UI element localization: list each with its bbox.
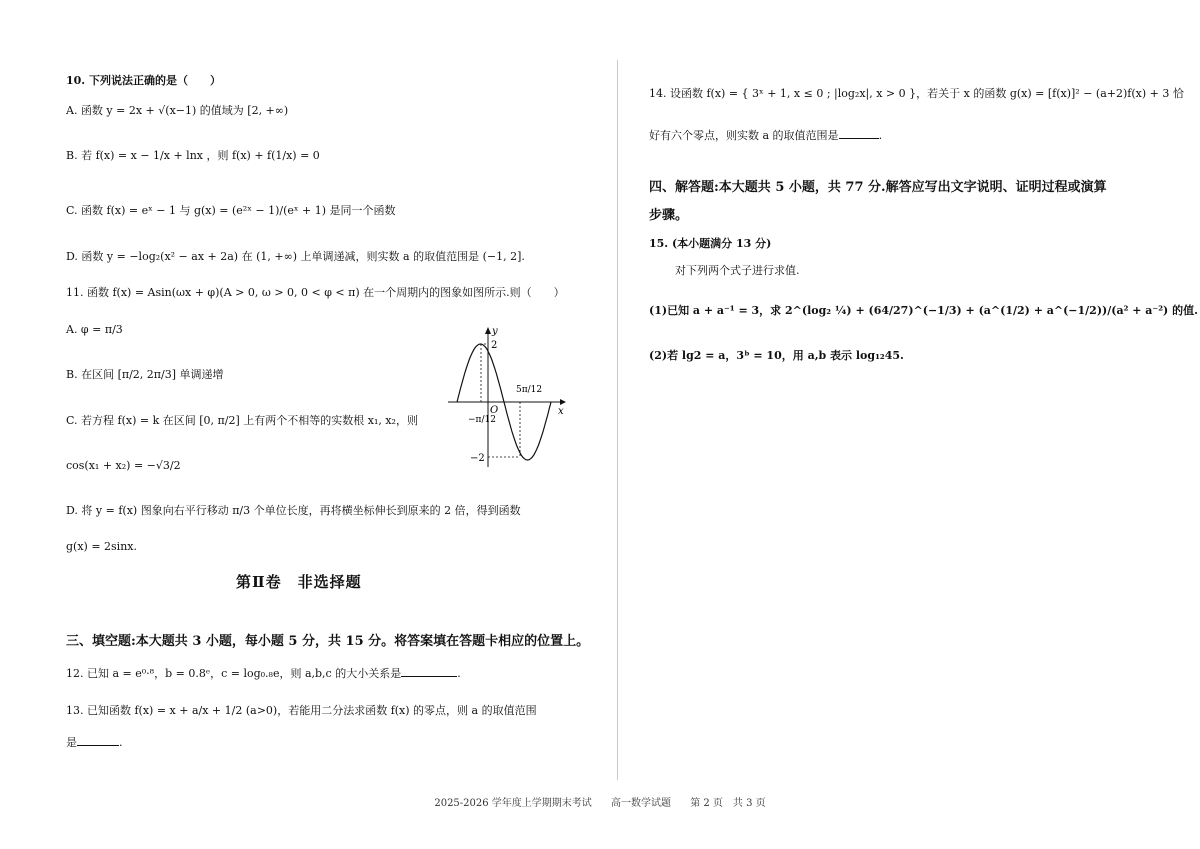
q13-stem-end: 是 [66,736,77,749]
sine-graph [440,322,570,472]
q15-heading: 15. (本小题满分 13 分) [649,237,772,250]
q14-line1: 14. 设函数 f(x) = { 3ˣ + 1, x ≤ 0 ; |log₂x|, x > 0 }，若关于 x 的函数 g(x) = [f(x)]² − (a+2)f(x) + 3 恰 [649,87,1184,100]
page-footer [0,794,1200,809]
q15-part2: (2)若 lg2 = a，3ᵇ = 10，用 a,b 表示 log₁₂45. [649,349,904,362]
footer-subject: 高一数学试题 [611,798,671,809]
y-axis-arrow [485,327,491,334]
q11-option-a: A. φ = π/3 [66,323,123,336]
max-label: 2 [491,340,498,351]
q11-stem: 11. 函数 f(x) = Asin(ωx + φ)(A > 0, ω > 0, 0 < φ < π) 在一个周期内的图象如图所示.则（ ） [66,286,565,299]
footer-exam: 2025-2026 学年度上学期期末考试 [434,798,592,809]
q10-option-c: C. 函数 f(x) = eˣ − 1 与 g(x) = (e²ˣ − 1)/(eˣ + 1) 是同一个函数 [66,204,396,217]
right-tick-label: 5π/12 [516,385,543,395]
x-axis-label: x [558,406,564,417]
column-divider [617,60,618,780]
q14-answer-blank[interactable] [839,138,879,139]
q11-option-b: B. 在区间 [π/2, 2π/3] 单调递增 [66,368,224,381]
min-label: −2 [470,453,485,464]
q13-end: . [119,736,123,749]
q13-answer-blank[interactable] [77,745,119,746]
q10-option-a: A. 函数 y = 2x + √(x−1) 的值域为 [2, +∞) [66,104,289,117]
footer-page: 第 2 页 共 3 页 [690,798,766,809]
q12-end: . [457,667,461,680]
q12-answer-blank[interactable] [401,676,457,677]
q11-option-c-line1: C. 若方程 f(x) = k 在区间 [0, π/2] 上有两个不相等的实数根 x₁, x₂，则 [66,414,418,427]
q14-line2 [649,128,882,144]
left-tick-label: −π/12 [468,415,496,425]
section4-heading-line2: 步骤。 [649,208,689,223]
q12-text [66,666,461,682]
x-axis-arrow [560,399,566,405]
q14-end: . [878,129,883,142]
section4-heading-line1: 四、解答题:本大题共 5 小题，共 77 分.解答应写出文字说明、证明过程或演算 [649,180,1107,195]
q15-intro: 对下列两个式子进行求值. [675,264,800,277]
q10-option-b: B. 若 f(x) = x − 1/x + lnx ，则 f(x) + f(1/x) = 0 [66,149,320,162]
q14-stem: 好有六个零点，则实数 a 的取值范围是 [649,129,839,142]
q15-part1: (1)已知 a + a⁻¹ = 3，求 2^(log₂ ¼) + (64/27)^(−1/3) + (a^(1/2) + a^(−1/2))/(a² + a⁻²) 的值. [649,304,1198,317]
y-axis-label: y [492,326,498,337]
q12-stem: 12. 已知 a = e⁰·⁸，b = 0.8ᵉ，c = log₀.₈e，则 a,b,c 的大小关系是 [66,667,402,680]
q11-option-d-line1: D. 将 y = f(x) 图象向右平行移动 π/3 个单位长度，再将横坐标伸长到原来的 2 倍，得到函数 [66,504,521,517]
q10-stem: 10. 下列说法正确的是（ ） [66,74,221,87]
origin-label: O [490,405,499,416]
q11-option-c-line2: cos(x₁ + x₂) = −√3/2 [66,459,181,472]
q10-option-d: D. 函数 y = −log₂(x² − ax + 2a) 在 (1, +∞) 上单调递减，则实数 a 的取值范围是 (−1, 2]. [66,250,525,263]
q13-line2 [66,735,123,751]
q11-option-d-line2: g(x) = 2sinx. [66,540,137,553]
volume-title: 第Ⅱ卷 非选择题 [236,573,362,591]
q13-line1: 13. 已知函数 f(x) = x + a/x + 1/2 (a>0)，若能用二分法求函数 f(x) 的零点，则 a 的取值范围 [66,704,537,717]
section3-heading: 三、填空题:本大题共 3 小题，每小题 5 分，共 15 分。将答案填在答题卡相应的位置上。 [66,634,590,649]
